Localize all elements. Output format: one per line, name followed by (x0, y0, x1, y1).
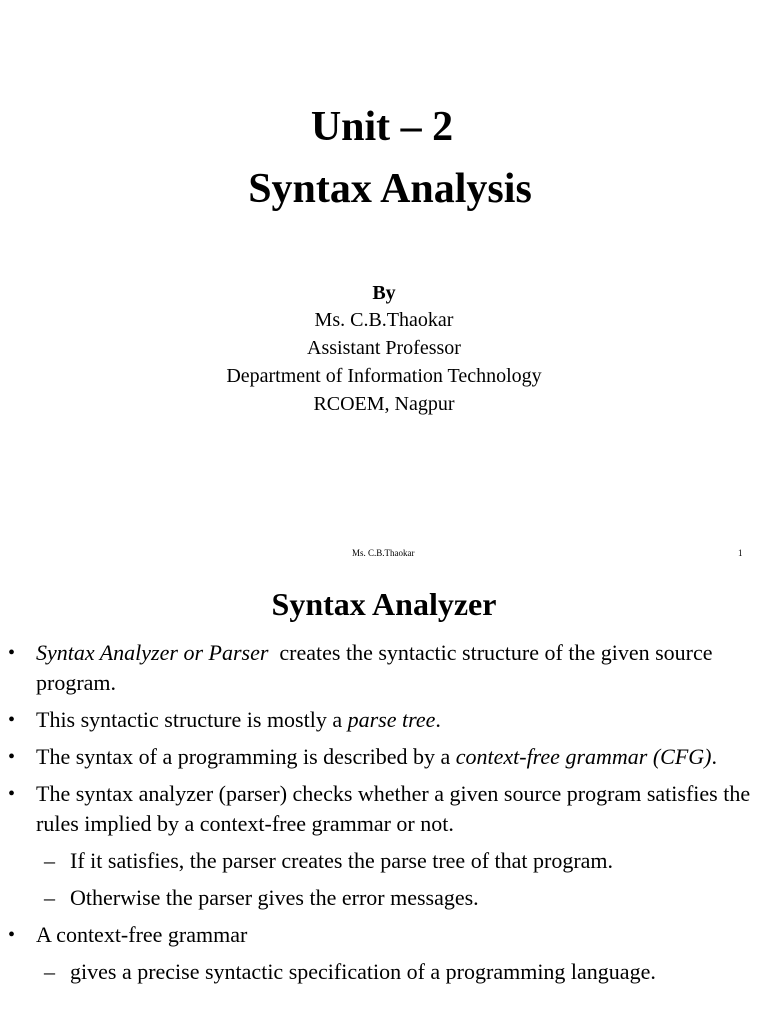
author-name: Ms. C.B.Thaokar (314, 309, 454, 331)
bullet-marker: • (8, 642, 16, 664)
bullet-item (0, 705, 768, 735)
bullet-emphasis: context-free grammar (CFG) (455, 744, 712, 769)
bullet-text: . (435, 707, 441, 732)
bullet-text: The syntax analyzer (parser) checks whether a given source program satisfies the rules implied by a context-free grammar or not. (36, 781, 751, 836)
bullet-text: The syntax of a programming is described by a (36, 744, 456, 769)
dash-marker: – (44, 885, 55, 910)
sub-bullet-item (0, 846, 768, 876)
bullet-marker: • (8, 924, 16, 946)
bullet-list (0, 638, 768, 987)
bullet-text: This syntactic structure is mostly a (36, 707, 348, 732)
bullet-emphasis: parse tree (347, 707, 436, 732)
sub-bullet-item (0, 957, 768, 987)
bullet-emphasis: Syntax Analyzer or Parser (36, 640, 269, 665)
sub-bullet-item (0, 883, 768, 913)
slide-2 (0, 566, 768, 1024)
bullet-item (0, 742, 768, 772)
bullet-marker: • (8, 709, 16, 731)
bullet-marker: • (8, 783, 16, 805)
author-organization: RCOEM, Nagpur (313, 393, 455, 415)
unit-title: Unit – 2 (310, 104, 454, 150)
bullet-text: creates the syntactic structure of the given source program. (36, 640, 718, 695)
dash-marker: – (44, 848, 55, 873)
bullet-item (0, 638, 768, 698)
footer-author: Ms. C.B.Thaokar (352, 548, 415, 558)
author-role: Assistant Professor (307, 337, 461, 359)
bullet-marker: • (8, 746, 16, 768)
sub-bullet-text: If it satisfies, the parser creates the parse tree of that program. (70, 848, 614, 873)
bullet-item (0, 920, 768, 950)
author-department: Department of Information Technology (226, 365, 542, 387)
bullet-item (0, 779, 768, 839)
slide-title: Syntax Analyzer (271, 586, 497, 622)
by-label: By (372, 282, 396, 304)
topic-title: Syntax Analysis (248, 166, 532, 212)
footer-page-number: 1 (738, 548, 743, 558)
dash-marker: – (44, 959, 55, 984)
bullet-text: . (711, 744, 718, 769)
sub-bullet-text: Otherwise the parser gives the error messages. (70, 885, 479, 910)
bullet-text: A context-free grammar (36, 922, 248, 947)
sub-bullet-text: gives a precise syntactic specification of a programming language. (70, 959, 656, 984)
